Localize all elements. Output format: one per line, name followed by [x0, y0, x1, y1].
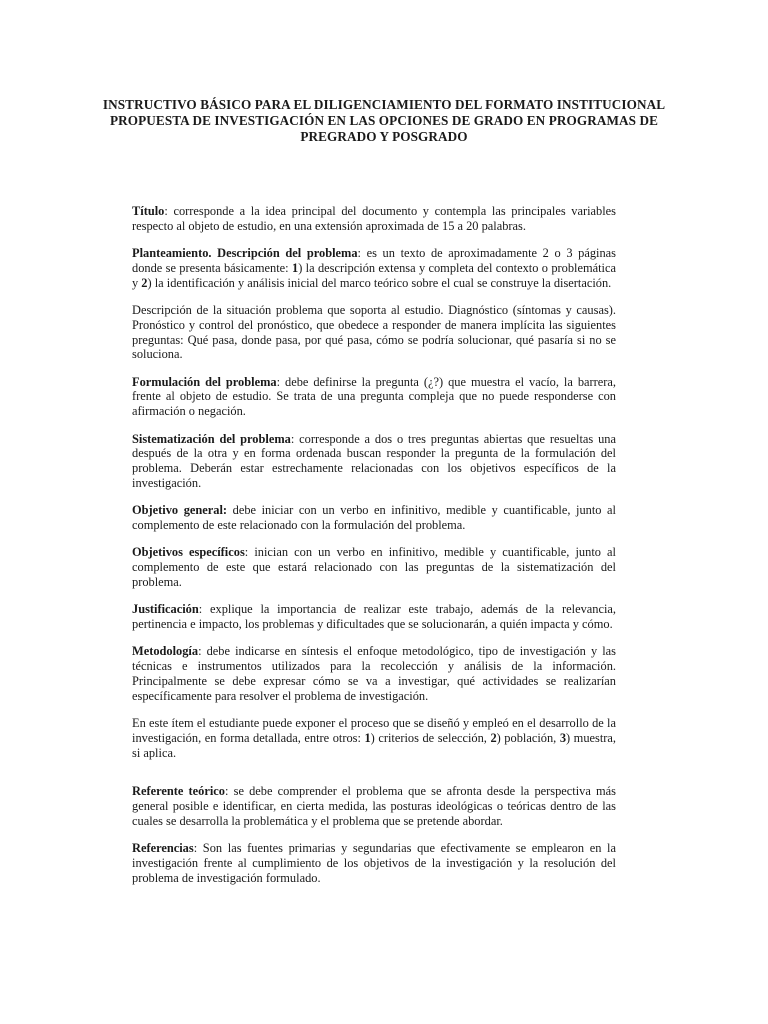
title-line-2: PROPUESTA DE INVESTIGACIÓN EN LAS OPCIONES DE GRADO EN PROGRAMAS DE — [110, 113, 658, 128]
paragraph-formulacion — [132, 375, 616, 419]
paragraph-objetivo-general — [132, 503, 616, 533]
text-item-c: ) población, — [496, 730, 560, 745]
term-metodologia: Metodología — [132, 644, 199, 659]
number-2: 2 — [490, 730, 497, 745]
paragraph-planteamiento — [132, 246, 616, 290]
term-formulacion: Formulación del problema — [132, 374, 277, 389]
paragraph-referencias — [132, 841, 616, 885]
text-item-a: En este ítem el estudiante puede exponer el proceso que se diseñó y empleó en el desarrollo de la investigación, en forma detallada, entre otros: — [132, 716, 616, 745]
text-planteamiento-b: ) la descripción extensa y completa del contexto o problemática y — [132, 260, 616, 290]
number-3: 3 — [559, 730, 567, 745]
text-justificacion: : explique la importancia de realizar este trabajo, además de la relevancia, pertinencia e impacto, los problemas y dificultades que se solucionarán, a quién impacta y cómo. — [132, 602, 616, 632]
paragraph-justificacion — [132, 602, 616, 632]
text-item-b: ) criterios de selección, — [370, 730, 491, 745]
text-objetivo-general: debe iniciar con un verbo en infinitivo, medible y cuantificable, junto al complemento de este relacionado con la formulación del problema. — [132, 503, 617, 533]
term-justificacion: Justificación — [132, 602, 199, 617]
term-referencias: Referencias — [132, 841, 194, 856]
text-referente: : se debe comprender el problema que se afronta desde la perspectiva más general posible e identificar, en cierta medida, las posturas ideológicas o teóricas dentro de las cuales se desarrolla la problemática y el problema que se pretende abordar. — [132, 784, 616, 828]
term-objetivo-general: Objetivo general: — [132, 503, 228, 518]
text-referencias: : Son las fuentes primarias y segundarias que efectivamente se emplearon en la investigación frente al cumplimiento de los objetivos de la investigación y la resolución del problema de investigación formulado. — [132, 841, 616, 885]
text-formulacion: : debe definirse la pregunta (¿?) que muestra el vacío, la barrera, frente al objeto de estudio. Se trata de una pregunta compleja que no puede responderse con afirmación o negación. — [132, 374, 616, 419]
paragraph-objetivos-especificos — [132, 545, 616, 589]
paragraph-titulo — [132, 204, 616, 234]
text-sistematizacion: : corresponde a dos o tres preguntas abiertas que resueltas una después de la otra y en forma ordenada buscan responder la pregunta de la formulación del problema. Deberán estar estrechamente relacionadas con los objetivos específicos de la investigación. — [132, 431, 616, 490]
term-sistematizacion: Sistematización del problema — [132, 431, 291, 446]
text-planteamiento-c: ) la identificación y análisis inicial del marco teórico sobre el cual se construye la disertación. — [147, 275, 612, 290]
term-titulo: Título — [132, 204, 165, 218]
document-title — [100, 97, 668, 145]
text-item-d: ) muestra, si aplica. — [132, 730, 616, 760]
text-descripcion: Descripción de la situación problema que soporta al estudio. Diagnóstico (síntomas y causas). Pronóstico y control del pronóstico, que obedece a responder de manera implícita las siguientes preguntas: Qué pasa, donde pasa, por qué pasa, cómo se podría solucionar, qué pasaría si no se soluciona. — [132, 302, 616, 362]
number-2: 2 — [141, 275, 148, 290]
paragraph-item — [132, 716, 616, 760]
paragraph-descripcion — [132, 303, 616, 362]
text-objetivos-especificos: : inician con un verbo en infinitivo, medible y cuantificable, junto al complemento de este que estará relacionado con las preguntas de la sistematización del problema. — [132, 545, 616, 589]
term-planteamiento: Planteamiento. Descripción del problema — [132, 246, 358, 261]
document-body — [132, 204, 616, 898]
number-1: 1 — [291, 260, 299, 275]
title-line-3: PREGRADO Y POSGRADO — [300, 129, 468, 144]
number-1: 1 — [364, 730, 371, 745]
title-line-1: INSTRUCTIVO BÁSICO PARA EL DILIGENCIAMIENTO DEL FORMATO INSTITUCIONAL — [102, 97, 666, 112]
term-referente: Referente teórico — [132, 784, 225, 799]
term-objetivos-especificos: Objetivos específicos — [132, 545, 245, 560]
text-titulo: : corresponde a la idea principal del documento y contempla las principales variables respecto al objeto de estudio, en una extensión aproximada de 15 a 20 palabras. — [132, 204, 616, 233]
paragraph-sistematizacion — [132, 432, 616, 491]
text-planteamiento-a: : es un texto de aproximadamente 2 o 3 páginas donde se presenta básicamente: — [132, 246, 616, 275]
paragraph-metodologia — [132, 644, 616, 703]
text-metodologia: : debe indicarse en síntesis el enfoque metodológico, tipo de investigación y las técnicas e instrumentos utilizados para la recolección y análisis de la información. Principalmente se debe expresar cómo se va a investigar, qué actividades se realizarían específicamente para resolver el problema de investigación. — [132, 644, 616, 703]
paragraph-referente — [132, 784, 616, 828]
